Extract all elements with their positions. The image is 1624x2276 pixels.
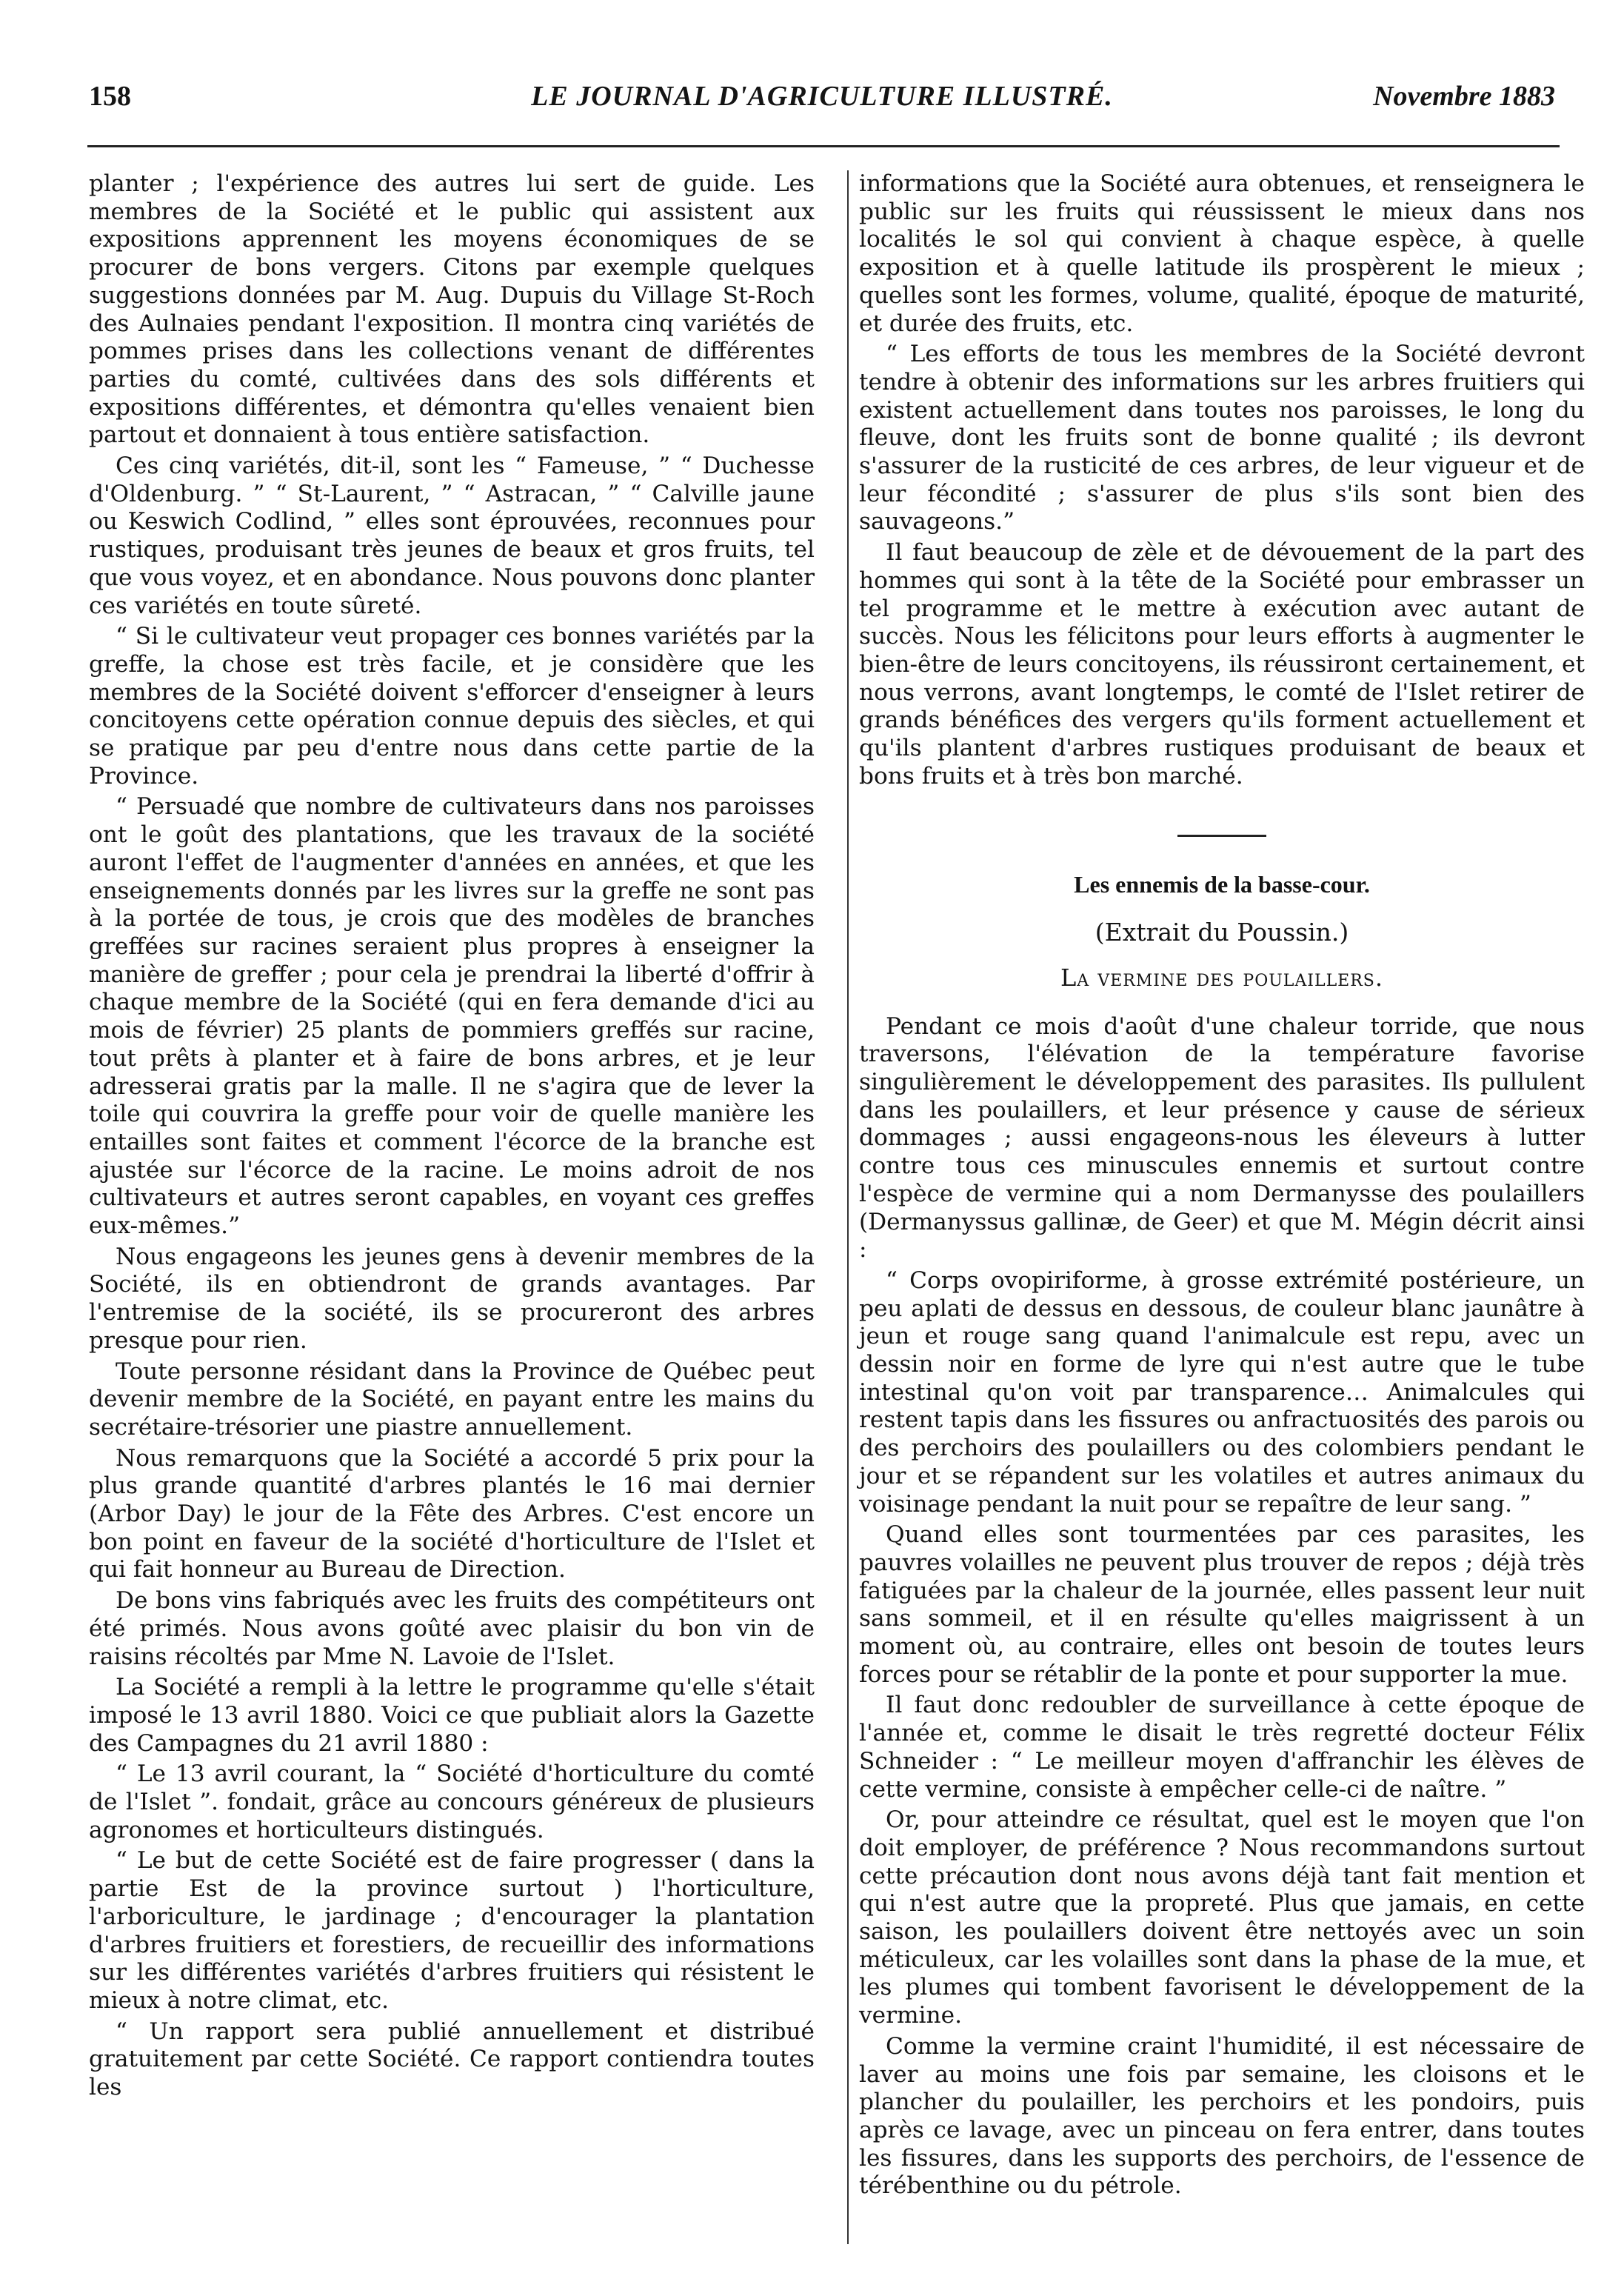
- article-source: (Extrait du Poussin.): [1095, 918, 1349, 947]
- paragraph: Quand elles sont tourmentées par ces parasites, les pauvres volailles ne peuvent plus trouver de repos ; déjà très fatiguées par la chaleur de la journée, elles passent leur nuit sans sommeil, et il en résulte qu'elles maigrissent à un moment où, au contraire, elles ont besoin de toutes leurs forces pour se rétablir de la ponte et pour supporter la mue.: [859, 1521, 1585, 1688]
- paragraph: “ Les efforts de tous les membres de la Société devront tendre à obtenir des informations sur les arbres fruitiers qui existent actuellement dans toutes nos paroisses, le long du fleuve, dont les fruits sont de bonne qualité ; ils devront s'assurer de la rusticité de ces arbres, de leur vigueur et de leur fécondité ; s'assurer de plus s'ils sont bien des sauvageons.”: [859, 341, 1585, 535]
- header-rule: [87, 145, 1560, 147]
- paragraph: “ Persuadé que nombre de cultivateurs dans nos paroisses ont le goût des plantations, que les travaux de la société auront l'effet de l'augmenter d'années en années, et que les enseignements donnés par les livres sur la greffe ne sont pas à la portée de tous, je crois que des modèles de branches greffées sur racines seraient plus propres à enseigner la manière de greffer ; pour cela je prendrai la liberté d'offrir à chaque membre de la Société (qui en fera demande d'ici au mois de février) 25 plants de pommiers greffés sur racine, tout prêts à planter et à faire de bons arbres, et je leur adresserai gratis par la malle. Il ne s'agira que de lever la toile qui couvrira la greffe pour voir de quelle manière les entailles sont faites et comment l'écorce de la branche est ajustée sur l'écorce de la racine. Le moins adroit de nos cultivateurs et autres seront capables, en voyant ces greffes eux-mêmes.”: [89, 793, 815, 1240]
- paragraph: Il faut donc redoubler de surveillance à cette époque de l'année et, comme le disait le très regretté docteur Félix Schneider : “ Le meilleur moyen d'affranchir les élèves de cette vermine, consiste à empêcher celle-ci de naître. ”: [859, 1692, 1585, 1803]
- paragraph: Or, pour atteindre ce résultat, quel est le moyen que l'on doit employer, de préférence ? Nous recommandons surtout cette précaution dont nous avons déjà tant fait mention et qui n'est autre que la propreté. Plus que jamais, en cette saison, les poulaillers doivent être nettoyés avec un soin méticuleux, car les volailles sont dans la phase de la mue, et les plumes qui tombent favorisent le développement de la vermine.: [859, 1806, 1585, 2029]
- article-heading: La vermine des poulaillers.: [1060, 963, 1384, 992]
- page-header: [89, 80, 1555, 124]
- issue-date: Novembre 1883: [1373, 81, 1555, 112]
- paragraph: Nous remarquons que la Société a accordé 5 prix pour la plus grande quantité d'arbres plantés le 16 mai dernier (Arbor Day) le jour de la Fête des Arbres. C'est encore un bon point en faveur de la société d'horticulture de l'Islet et qui fait honneur au Bureau de Direction.: [89, 1444, 815, 1583]
- paragraph: “ Si le cultivateur veut propager ces bonnes variétés par la greffe, la chose est très facile, et je considère que les membres de la Société doivent s'efforcer d'enseigner à leurs concitoyens cette opération connue depuis des siècles, et qui se pratique par peu d'entre nous dans cette partie de la Province.: [89, 623, 815, 790]
- column-divider: [847, 170, 849, 2244]
- page-number: 158: [89, 81, 131, 112]
- paragraph: Ces cinq variétés, dit-il, sont les “ Fameuse, ” “ Duchesse d'Oldenburg. ” “ St-Laurent, ” “ Astracan, ” “ Calville jaune ou Keswich Codlind, ” elles sont éprouvées, reconnues pour rustiques, produisant très jeunes de beaux et gros fruits, tel que vous voyez, et en abondance. Nous pouvons donc planter ces variétés en toute sûreté.: [89, 453, 815, 619]
- right-column: [859, 170, 1585, 2203]
- paragraph: Toute personne résidant dans la Province de Québec peut devenir membre de la Société, en payant entre les mains du secrétaire-trésorier une piastre annuellement.: [89, 1358, 815, 1441]
- section-separator: [1177, 835, 1266, 837]
- paragraph: informations que la Société aura obtenues, et renseignera le public sur les fruits qui réussissent le mieux dans nos localités le sol qui convient à chaque espèce, à quelle exposition et à quelle latitude ils prospèrent le mieux ; quelles sont les formes, volume, qualité, époque de maturité, et durée des fruits, etc.: [859, 170, 1585, 337]
- paragraph: Comme la vermine craint l'humidité, il est nécessaire de laver au moins une fois par semaine, les cloisons et le plancher du poulailler, les perchoirs et les pondoirs, puis après ce lavage, avec un pinceau on fera entrer, dans toutes les fissures, dans les supports des perchoirs, de l'essence de térébenthine ou du pétrole.: [859, 2032, 1585, 2200]
- paragraph: “ Le 13 avril courant, la “ Société d'horticulture du comté de l'Islet ”. fondait, grâce au concours généreux de plusieurs agronomes et horticulteurs distingués.: [89, 1761, 815, 1843]
- paragraph: “ Le but de cette Société est de faire progresser ( dans la partie Est de la province surtout ) l'horticulture, l'arboriculture, le jardinage ; d'encourager la plantation d'arbres fruitiers et forestiers, de recueillir des informations sur les différentes variétés d'arbres fruitiers qui résistent le mieux à notre climat, etc.: [89, 1847, 815, 2014]
- running-title: LE JOURNAL D'AGRICULTURE ILLUSTRÉ.: [531, 81, 1113, 112]
- paragraph: “ Un rapport sera publié annuellement et distribué gratuitement par cette Société. Ce rapport contiendra toutes les: [89, 2018, 815, 2101]
- paragraph: “ Corps ovopiriforme, à grosse extrémité postérieure, un peu aplati de dessus en dessous, de couleur blanc jaunâtre à jeun et rouge sang quand l'animalcule est repu, avec un dessin noir en forme de lyre qui n'est autre que le tube intestinal qu'on voit par transparence… Animalcules qui restent tapis dans les fissures ou anfractuosités des parois ou des perchoirs des poulaillers ou des colombiers pendant le jour et se répandent sur les volatiles et autres animaux du voisinage pendant la nuit pour se repaître de leur sang. ”: [859, 1267, 1585, 1518]
- paragraph: De bons vins fabriqués avec les fruits des compétiteurs ont été primés. Nous avons goûté avec plaisir du bon vin de raisins récoltés par Mme N. Lavoie de l'Islet.: [89, 1587, 815, 1670]
- left-column: [89, 170, 815, 2105]
- paragraph: Nous engageons les jeunes gens à devenir membres de la Société, ils en obtiendront de grands avantages. Par l'entremise de la société, ils se procureront des arbres presque pour rien.: [89, 1243, 815, 1354]
- article-title: Les ennemis de la basse-cour.: [1074, 871, 1370, 898]
- paragraph: La Société a rempli à la lettre le programme qu'elle s'était imposé le 13 avril 1880. Voici ce que publiait alors la Gazette des Campagnes du 21 avril 1880 :: [89, 1674, 815, 1757]
- paragraph: Pendant ce mois d'août d'une chaleur torride, que nous traversons, l'élévation de la température favorise singulièrement le développement des parasites. Ils pullulent dans les poulaillers, et leur présence y cause de sérieux dommages ; aussi engageons-nous les éleveurs à lutter contre tous ces minuscules ennemis et surtout contre l'espèce de vermine qui a nom Dermanysse des poulaillers (Dermanyssus gallinæ, de Geer) et que M. Mégin décrit ainsi :: [859, 1012, 1585, 1264]
- paragraph: planter ; l'expérience des autres lui sert de guide. Les membres de la Société et le public qui assistent aux expositions apprennent les moyens économiques de se procurer de bons vergers. Citons par exemple quelques suggestions données par M. Aug. Dupuis du Village St-Roch des Aulnaies pendant l'exposition. Il montra cinq variétés de pommes prises dans les collections venant de différentes parties du comté, cultivées dans des sols différents et expositions différentes, et démontra qu'elles venaient bien partout et donnaient à tous entière satisfaction.: [89, 170, 815, 449]
- paragraph: Il faut beaucoup de zèle et de dévouement de la part des hommes qui sont à la tête de la Société pour embrasser un tel programme et le mettre à exécution avec autant de succès. Nous les félicitons pour leurs efforts à augmenter le bien-être de leurs concitoyens, ils réussiront certainement, et nous verrons, avant longtemps, le comté de l'Islet retirer de grands bénéfices des vergers qu'ils forment actuellement et qu'ils plantent d'arbres rustiques produisant de beaux et bons fruits et à très bon marché.: [859, 539, 1585, 790]
